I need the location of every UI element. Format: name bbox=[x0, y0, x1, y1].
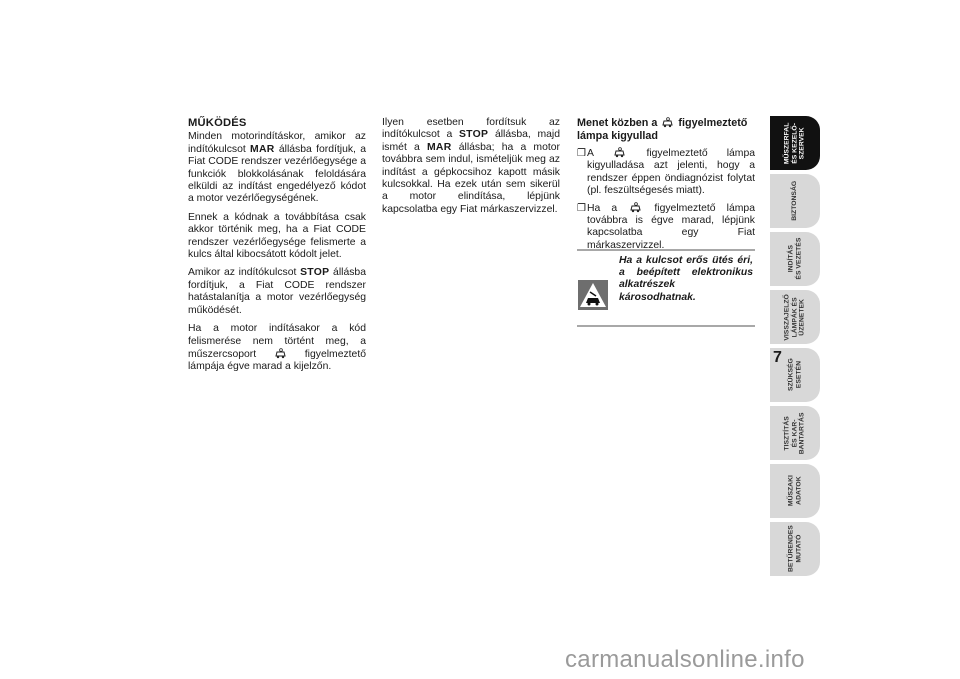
warning-box bbox=[577, 249, 755, 327]
bullet-item: ❒ A figyelmeztető lámpa kigyulladása azt jelenti, hogy a rendszer éppen öndiagnózist folytat (pl. feszültségesés miatt). bbox=[577, 148, 755, 197]
column-2 bbox=[382, 117, 560, 222]
car-key-icon bbox=[613, 147, 626, 158]
paragraph-3: Amikor az indítókulcsot STOP állásba fordítjuk, a Fiat CODE rendszer hatástalanítja a motor vezérlőegység működését. bbox=[188, 267, 366, 316]
car-warning-icon bbox=[578, 280, 608, 310]
tab-warning-lights[interactable]: VISSZAJELZŐ LÁMPÁK ÉS ÜZENETEK bbox=[770, 290, 820, 344]
car-key-icon bbox=[629, 202, 642, 213]
tab-safety[interactable]: BIZTONSÁG bbox=[770, 174, 820, 228]
column-1 bbox=[188, 117, 366, 380]
bullet-item: ❒ Ha a figyelmeztető lámpa továbbra is égve marad, lépjünk kapcsolatba egy Fiat márkaszervizzel. bbox=[577, 202, 755, 251]
paragraph-5: Ilyen esetben fordítsuk az indítókulcsot a STOP állásba, majd ismét a MAR állásba; ha a motor továbbra sem indul, ismételjük meg az indítást a gépkocsihoz kapott másik kulcsokkal. Ha ezek után sem sikerül a motor elindítása, lépjünk kapcsolatba egy Fiat márkaszervizzel. bbox=[382, 117, 560, 215]
tab-index[interactable]: BETŰRENDES MUTATÓ bbox=[770, 522, 820, 576]
watermark: carmanualsonline.info bbox=[565, 646, 805, 673]
tab-maintenance[interactable]: TISZTÍTÁS ÉS KAR- BANTARTÁS bbox=[770, 406, 820, 460]
page-number: 7 bbox=[773, 349, 782, 366]
paragraph-4: Ha a motor indításakor a kód felismerése nem történt meg, a műszercsoport figyelmeztető lámpája égve marad a kijelzőn. bbox=[188, 323, 367, 373]
tab-technical-data[interactable]: MŰSZAKI ADATOK bbox=[770, 464, 820, 518]
tab-starting-driving[interactable]: INDÍTÁS ÉS VEZETÉS bbox=[770, 232, 820, 286]
sub-heading: Menet közben a figyelmeztető lámpa kigyullad bbox=[577, 117, 748, 142]
section-tabs bbox=[770, 116, 820, 580]
car-key-icon bbox=[661, 117, 674, 128]
bullet-box-icon: ❒ bbox=[577, 202, 586, 214]
column-3 bbox=[577, 117, 755, 256]
bullet-box-icon: ❒ bbox=[577, 148, 586, 159]
section-heading: MŰKÖDÉS bbox=[188, 117, 247, 129]
warning-text: Ha a kulcsot erős ütés éri, a beépített elektronikus alkatrészek károsodhatnak. bbox=[619, 255, 753, 303]
tab-emergency[interactable]: SZÜKSÉG ESETÉN bbox=[770, 348, 820, 402]
paragraph-1: Minden motorindításkor, amikor az indítókulcsot MAR állásba fordítjuk, a Fiat CODE rendszer vezérlőegysége a funkciók blokkolásának feloldására elküldi az indítást engedélyező kódot a motor vezérlőegységének. bbox=[188, 131, 366, 205]
tab-dashboard-controls[interactable]: MŰSZERFAL ÉS KEZELŐ- SZERVEK bbox=[770, 116, 820, 170]
car-key-icon bbox=[274, 348, 287, 359]
paragraph-2: Ennek a kódnak a továbbítása csak akkor történik meg, ha a Fiat CODE rendszer vezérlőegysége felismerte a kulcs által kibocsátott kódolt jelet. bbox=[188, 211, 366, 261]
